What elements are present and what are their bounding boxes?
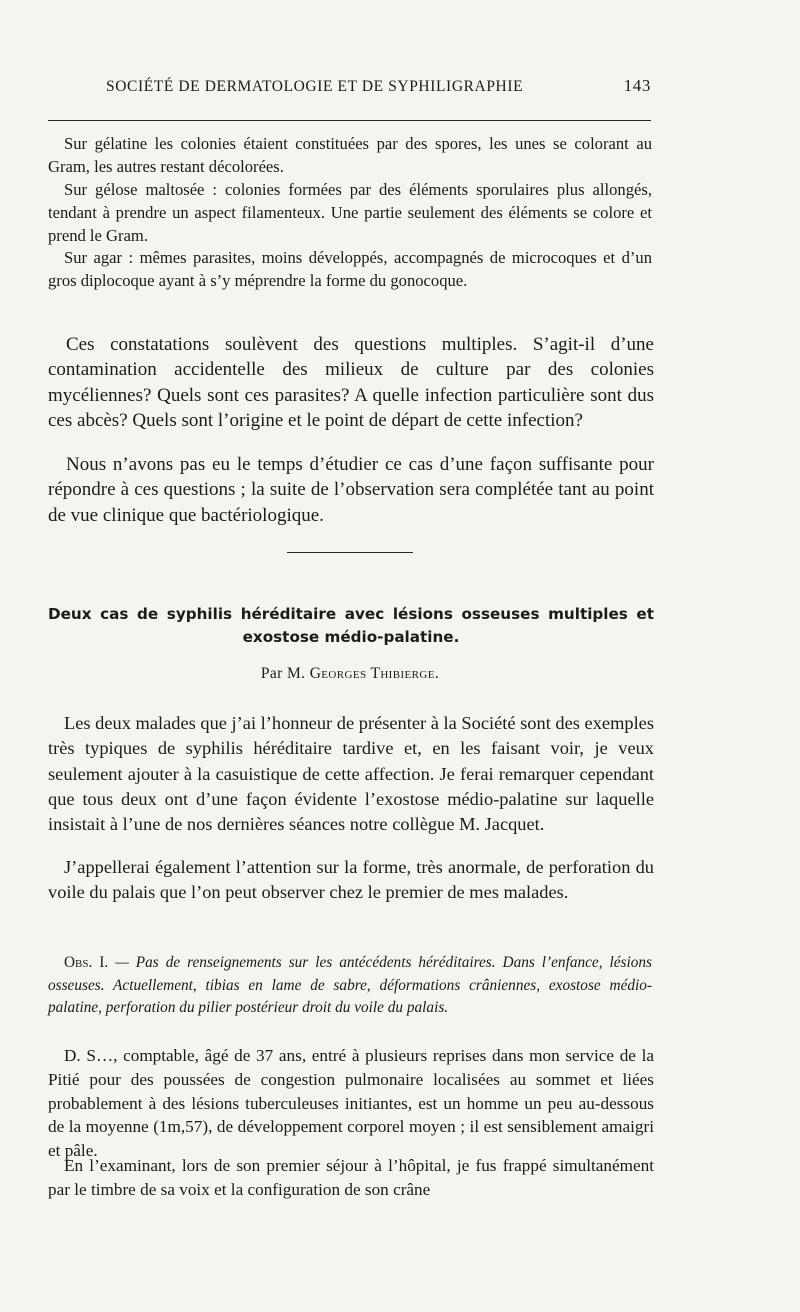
running-title: SOCIÉTÉ DE DERMATOLOGIE ET DE SYPHILIGRAPHIE (106, 78, 524, 95)
case-history-paragraph: D. S…, comptable, âgé de 37 ans, entré à plusieurs reprises dans mon service de la Pitié pour des poussées de congestion pulmonaire localisées au sommet et liées probablement à des lésions tuberculeuses initiantes, est un homme un peu au-dessous de la moyenne (1m,57), de développement corporel moyen ; il est sensiblement amaigri et pâle. (48, 1046, 654, 1161)
page-number: 143 (623, 76, 651, 95)
culture-gelatine-paragraph: Sur gélatine les colonies étaient constituées par des spores, les unes se colorant au Gram, les autres restant décolorées. (48, 134, 652, 176)
discussion-paragraph-followup: Nous n’avons pas eu le temps d’étudier ce cas d’une façon suffisante pour répondre à ces questions ; la suite de l’observation sera complétée tant au point de vue clinique que bactériologique. (48, 454, 654, 526)
case-exam-paragraph: En l’examinant, lors de son premier séjour à l’hôpital, je fus frappé simultanément par le timbre de sa voix et la configuration de son crâne (48, 1156, 654, 1199)
header-rule (48, 120, 651, 121)
culture-gelose-paragraph: Sur gélose maltosée : colonies formées par des éléments sporulaires plus allongés, tendant à prendre un aspect filamenteux. Une partie seulement des éléments se colore et prend le Gram. (48, 180, 652, 245)
byline-author: Georges Thibierge. (309, 665, 440, 682)
article-title (48, 603, 654, 648)
article-title-line-2: exostose médio-palatine. (242, 627, 460, 646)
culture-agar-paragraph: Sur agar : mêmes parasites, moins développés, accompagnés de microcoques et d’un gros diplocoque ayant à s’y méprendre la forme du gonocoque. (48, 248, 652, 290)
discussion-paragraph-questions: Ces constatations soulèvent des questions multiples. S’agit-il d’une contamination accidentelle des milieux de culture par des colonies mycéliennes? Quels sont ces parasites? A quelle infection particulière sont dus ces abcès? Quels sont l’origine et le point de départ de cette infection? (48, 334, 654, 431)
article-title-line-1: Deux cas de syphilis héréditaire avec lésions osseuses multiples et (48, 605, 654, 623)
article-byline (48, 665, 652, 683)
intro-paragraph-cases: Les deux malades que j’ai l’honneur de présenter à la Société sont des exemples très typiques de syphilis héréditaire tardive et, en les faisant voir, je veux seulement ajouter à la casuistique de cette affection. Je ferai remarquer cependant que tous deux ont d’une façon évidente l’exostose médio-palatine sur laquelle insistait à l’une de nos dernières séances notre collègue M. Jacquet. (48, 713, 654, 835)
byline-prefix: Par M. (260, 665, 306, 682)
intro-paragraph-perforation: J’appellerai également l’attention sur la forme, très anormale, de perforation du voile du palais que l’on peut observer chez le premier de mes malades. (48, 857, 654, 903)
section-separator (287, 552, 413, 553)
observation-summary (48, 952, 652, 1020)
observation-label: Obs. I. (64, 954, 109, 971)
observation-summary-text: — Pas de renseignements sur les antécédents héréditaires. Dans l’enfance, lésions osseuses. Actuellement, tibias en lame de sabre, déformations crâniennes, exostose médio-palatine, perforation du pilier postérieur droit du voile du palais. (48, 954, 652, 1017)
